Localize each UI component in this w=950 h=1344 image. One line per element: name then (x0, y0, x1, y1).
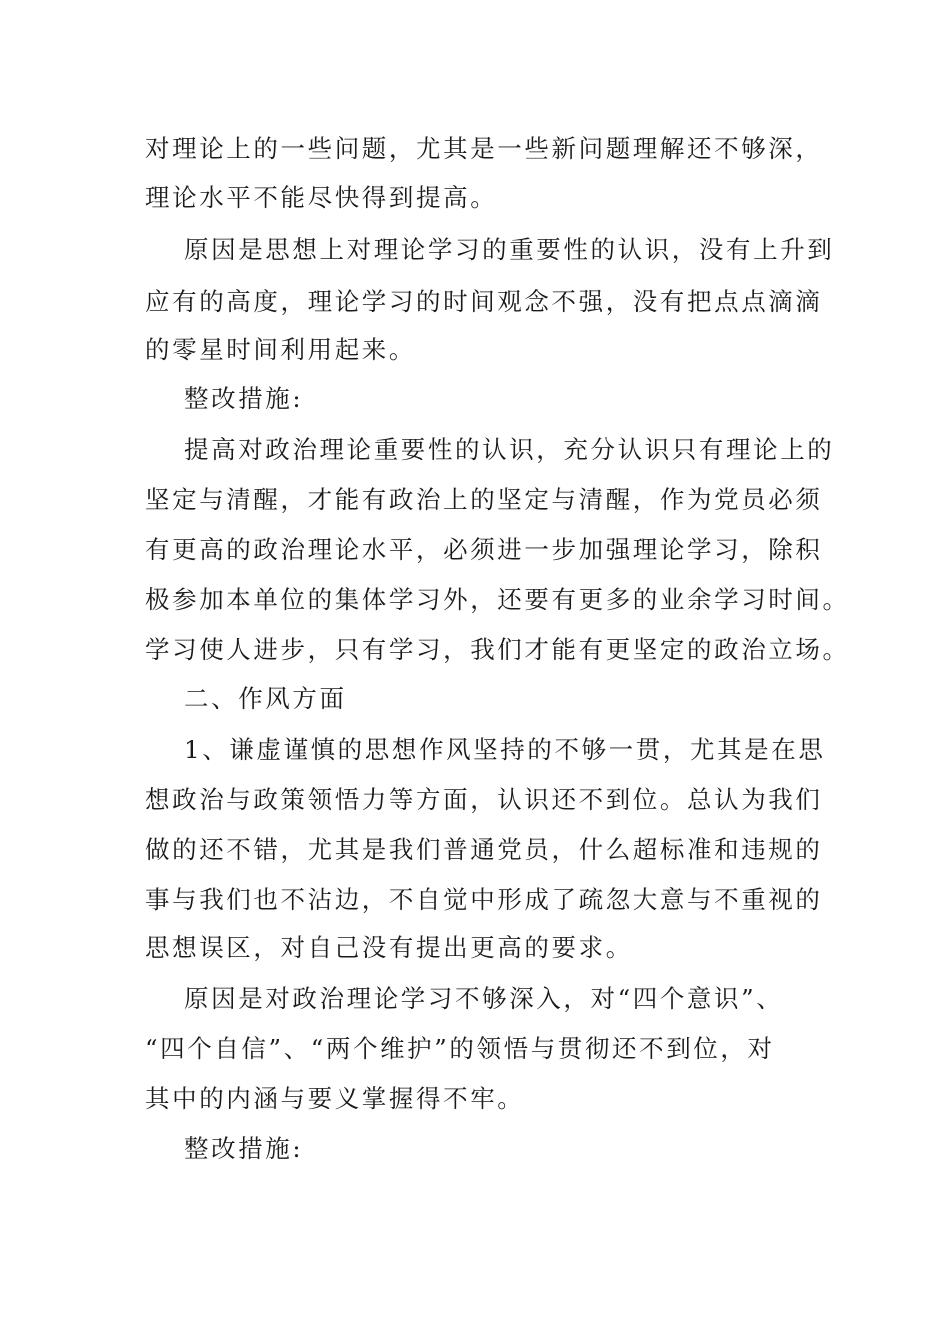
text-line: 其中的内涵与要义掌握得不牢。 (145, 1084, 525, 1113)
text-line: 理论水平不能尽快得到提高。 (145, 183, 498, 212)
heading-rectification-measures-2: 整改措施: (184, 1134, 304, 1163)
paragraph-item-1-start: 1、谦虚谨慎的思想作风坚持的不够一贯，尤其是在思 (184, 735, 826, 764)
text-line: 做的还不错，尤其是我们普通党员，什么超标准和违规的 (145, 835, 823, 864)
text-line: 应有的高度，理论学习的时间观念不强，没有把点点滴滴 (145, 287, 823, 316)
paragraph-reason-2-start: 原因是对政治理论学习不够深入，对“四个意识”、 (184, 984, 784, 1013)
text-line: 有更高的政治理论水平，必须进一步加强理论学习，除积 (145, 535, 823, 564)
text-line: 对理论上的一些问题，尤其是一些新问题理解还不够深， (145, 134, 823, 163)
text-line: 坚定与清醒，才能有政治上的坚定与清醒，作为党员必须 (145, 485, 823, 514)
text-line: “四个自信”、“两个维护”的领悟与贯彻还不到位，对 (145, 1034, 775, 1063)
heading-rectification-measures: 整改措施: (184, 384, 304, 413)
paragraph-reason-start: 原因是思想上对理论学习的重要性的认识，没有上升到 (184, 235, 835, 264)
section-heading-work-style: 二、作风方面 (184, 684, 347, 713)
text-line: 想政治与政策领悟力等方面，认识还不到位。总认为我们 (145, 785, 823, 814)
text-line: 极参加本单位的集体学习外，还要有更多的业余学习时间。 (145, 585, 850, 614)
text-line: 学习使人进步，只有学习，我们才能有更坚定的政治立场。 (145, 635, 850, 664)
text-line: 的零星时间利用起来。 (145, 335, 416, 364)
text-line: 事与我们也不沾边，不自觉中形成了疏忽大意与不重视的 (145, 885, 823, 914)
text-line: 思想误区，对自己没有提出更高的要求。 (145, 933, 633, 962)
paragraph-measures-start: 提高对政治理论重要性的认识，充分认识只有理论上的 (184, 435, 835, 464)
